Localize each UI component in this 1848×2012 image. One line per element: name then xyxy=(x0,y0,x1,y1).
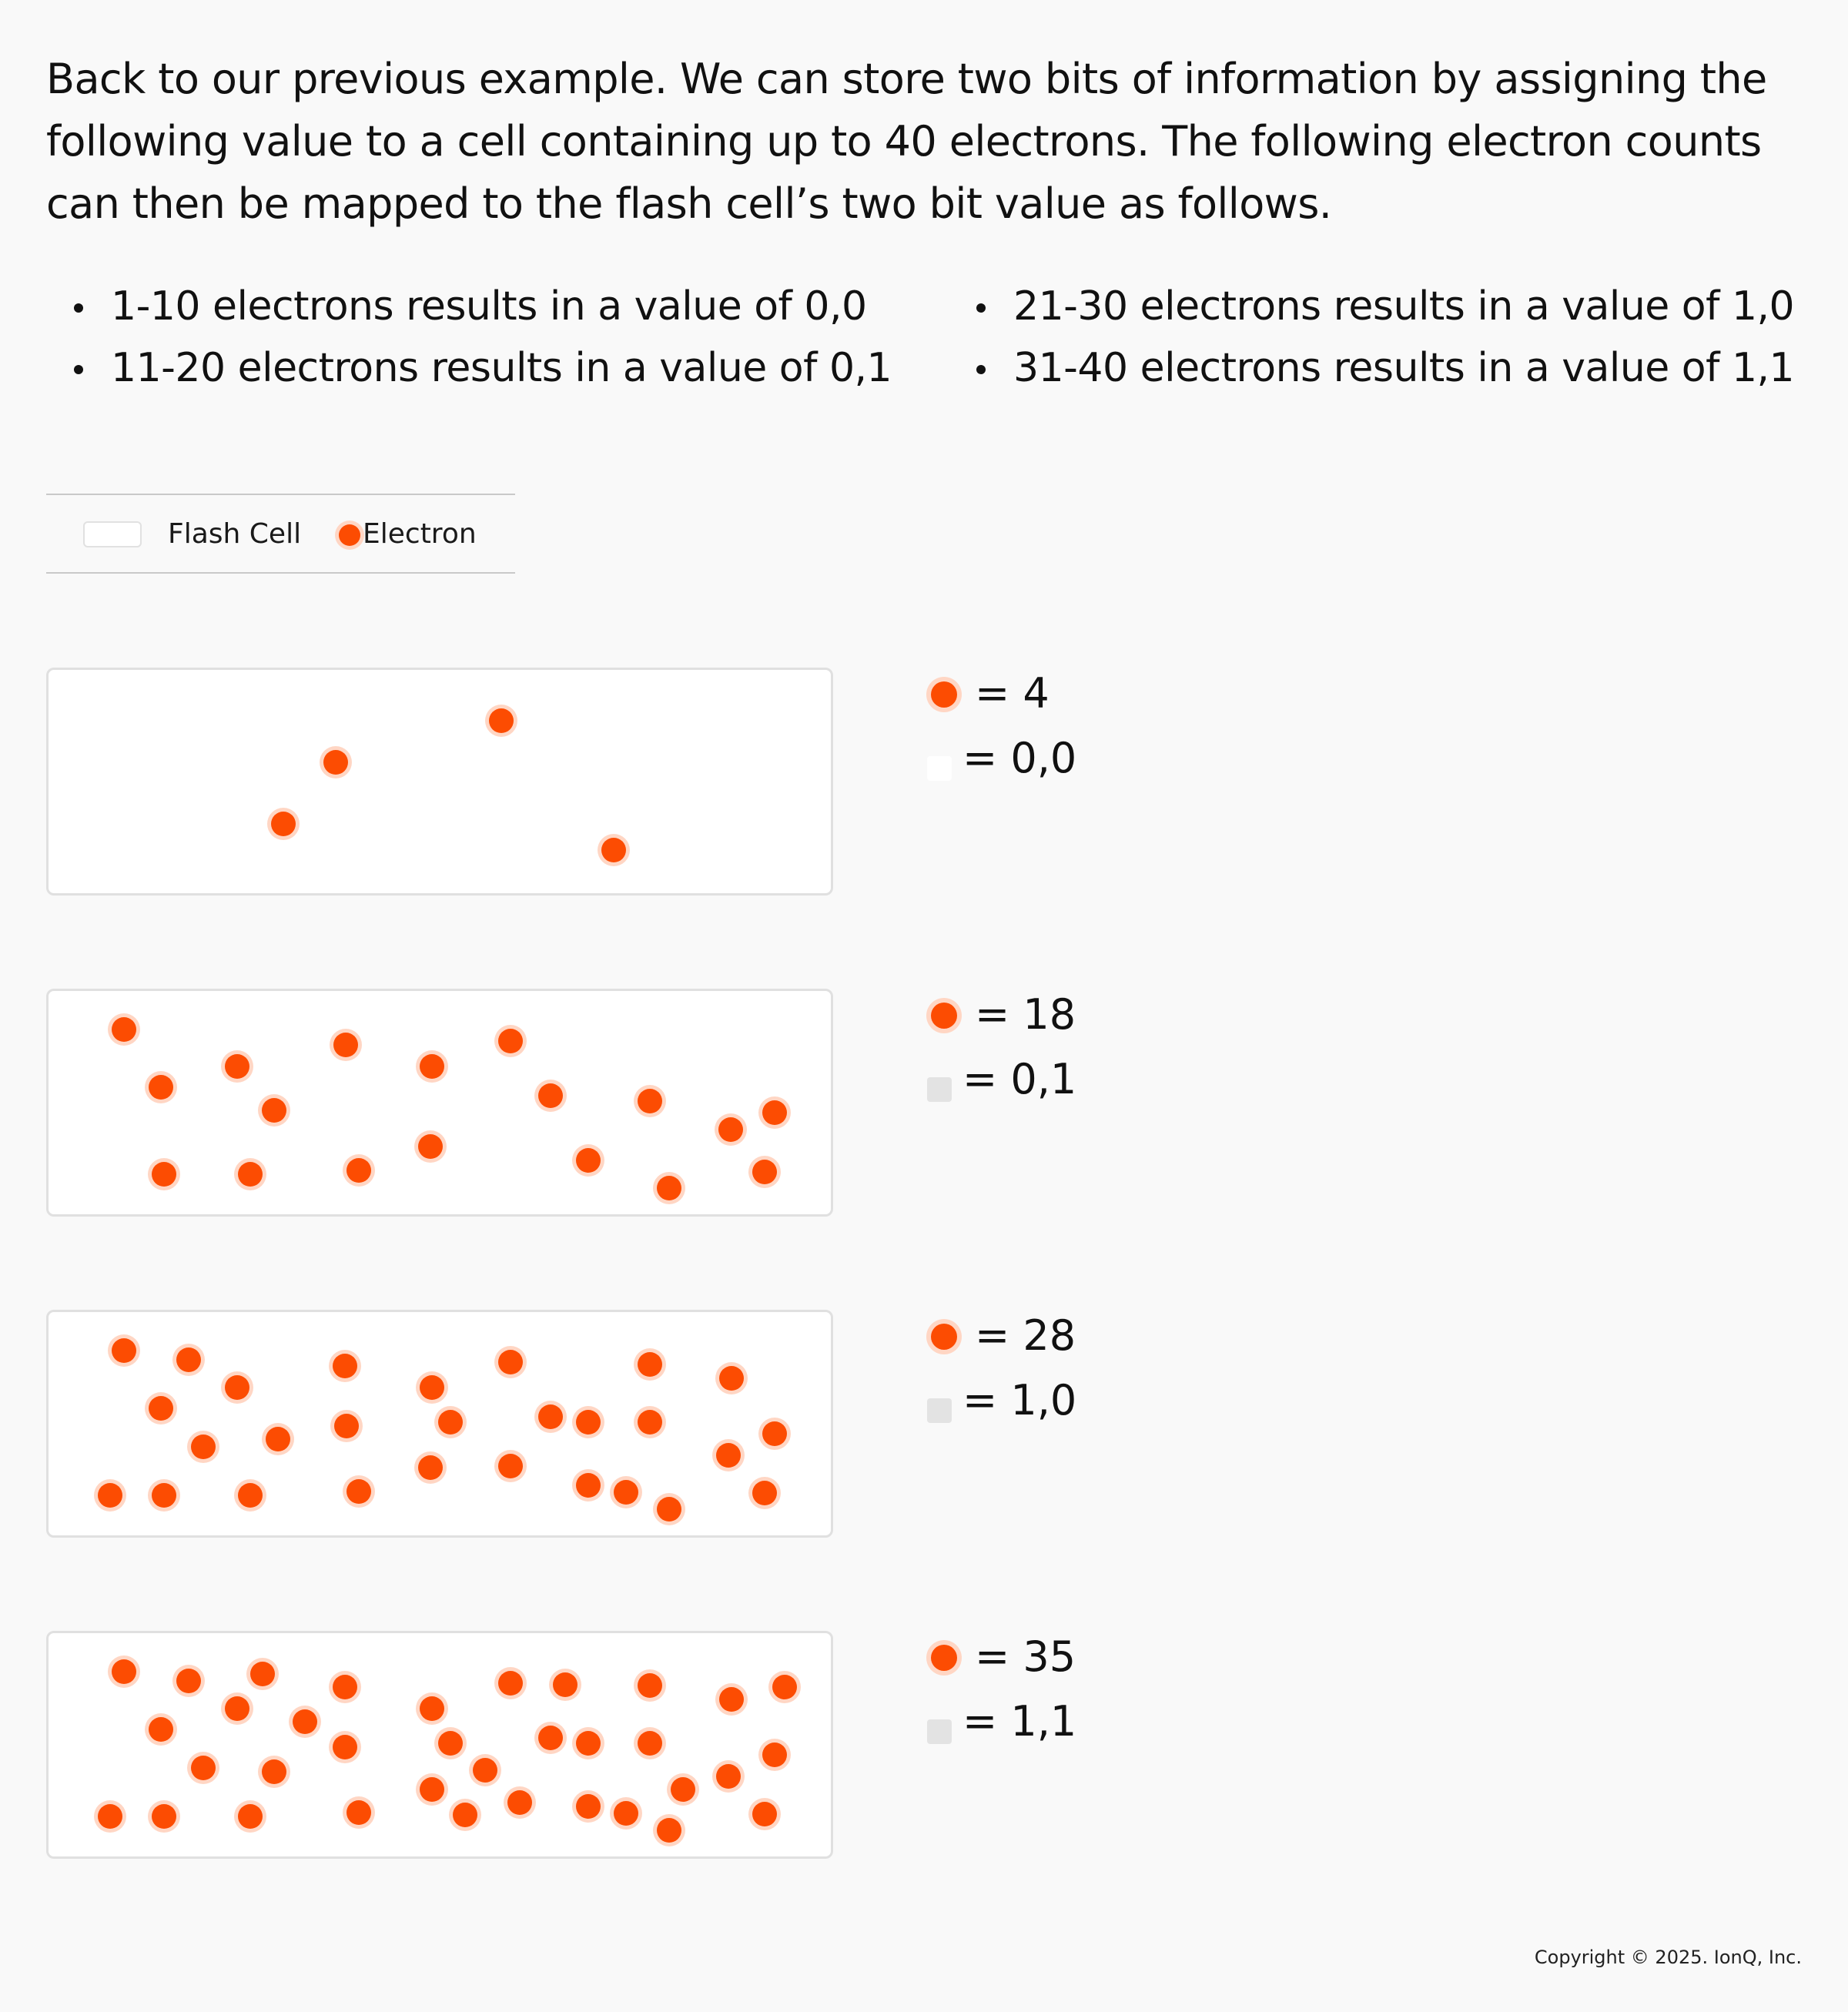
electron xyxy=(414,1130,447,1163)
bit-value: = 0,0 xyxy=(962,734,1077,782)
electron xyxy=(494,1667,527,1699)
electron xyxy=(330,1029,362,1061)
electron xyxy=(416,1371,448,1404)
electron xyxy=(712,1760,745,1793)
electron xyxy=(329,1731,361,1763)
electron-layer xyxy=(49,991,835,1219)
electron xyxy=(187,1752,219,1784)
electron xyxy=(653,1493,685,1525)
electron xyxy=(758,1096,791,1129)
electron xyxy=(572,1727,604,1759)
electron xyxy=(258,1756,290,1788)
electron xyxy=(715,1113,747,1146)
electron xyxy=(610,1476,642,1508)
electron-count-icon xyxy=(926,676,962,713)
electron xyxy=(534,1722,567,1754)
electron xyxy=(416,1692,448,1725)
electron xyxy=(748,1798,781,1830)
electron xyxy=(329,1350,361,1382)
electron xyxy=(148,1158,180,1190)
flash-cell-3 xyxy=(46,1310,833,1538)
electron xyxy=(653,1172,685,1204)
electron xyxy=(758,1739,791,1771)
electron xyxy=(434,1727,467,1759)
electron-count-icon xyxy=(926,997,962,1034)
electron xyxy=(329,1671,361,1703)
electron xyxy=(234,1800,266,1833)
value-swatch xyxy=(927,756,952,781)
bit-value: = 1,1 xyxy=(962,1697,1077,1746)
electron xyxy=(634,1085,666,1117)
electron xyxy=(634,1669,666,1702)
electron xyxy=(572,1790,604,1823)
value-swatch xyxy=(927,1398,952,1423)
electron xyxy=(715,1683,748,1716)
electron xyxy=(343,1796,375,1829)
electron xyxy=(145,1071,177,1103)
electron xyxy=(634,1727,666,1759)
electron xyxy=(715,1362,748,1394)
electron xyxy=(187,1431,219,1463)
electron-legend-icon xyxy=(334,520,365,551)
electron xyxy=(748,1477,781,1509)
electron xyxy=(534,1401,567,1433)
value-swatch xyxy=(927,1719,952,1744)
electron-count: = 18 xyxy=(975,990,1076,1039)
electron xyxy=(572,1469,604,1501)
electron-count-icon xyxy=(926,1318,962,1355)
electron-layer xyxy=(49,1633,835,1861)
electron xyxy=(449,1799,481,1831)
electron xyxy=(572,1144,604,1177)
cell-info-1 xyxy=(924,664,1232,795)
electron xyxy=(221,1371,253,1404)
electron-layer xyxy=(49,1312,835,1540)
flash-cell-1 xyxy=(46,668,833,896)
flash-cell-4 xyxy=(46,1631,833,1859)
legend-electron-label: Electron xyxy=(363,518,477,550)
electron xyxy=(330,1410,363,1442)
cell-info-2 xyxy=(924,985,1232,1116)
bit-value: = 0,1 xyxy=(962,1055,1077,1103)
electron xyxy=(758,1418,791,1450)
electron xyxy=(221,1050,253,1083)
electron xyxy=(667,1773,699,1806)
electron xyxy=(416,1773,448,1806)
electron xyxy=(485,705,517,737)
electron xyxy=(712,1439,745,1471)
electron xyxy=(234,1479,266,1512)
electron xyxy=(504,1786,536,1819)
electron xyxy=(494,1346,527,1378)
bullet-item: 11-20 electrons results in a value of 0,1 xyxy=(68,337,892,399)
electron xyxy=(148,1479,180,1512)
electron xyxy=(343,1154,375,1187)
flash-cell-swatch xyxy=(83,521,142,547)
value-swatch xyxy=(927,1077,952,1102)
electron xyxy=(172,1344,205,1376)
electron xyxy=(148,1800,180,1833)
bullet-list-right xyxy=(970,276,1794,399)
electron xyxy=(494,1025,527,1057)
bullet-list-left xyxy=(68,276,892,399)
electron-count: = 28 xyxy=(975,1311,1076,1360)
electron xyxy=(653,1814,685,1846)
electron-count-icon xyxy=(926,1639,962,1676)
electron xyxy=(634,1406,666,1438)
electron xyxy=(414,1451,447,1484)
electron xyxy=(289,1706,321,1738)
copyright-notice: Copyright © 2025. IonQ, Inc. xyxy=(1534,1947,1802,1968)
electron xyxy=(94,1800,126,1833)
electron xyxy=(768,1671,801,1703)
electron xyxy=(145,1713,177,1746)
cell-info-4 xyxy=(924,1627,1232,1758)
electron xyxy=(469,1754,501,1786)
electron xyxy=(748,1156,781,1188)
electron xyxy=(534,1080,567,1112)
electron xyxy=(108,1334,140,1367)
electron xyxy=(610,1797,642,1830)
electron xyxy=(258,1094,290,1127)
electron xyxy=(634,1348,666,1381)
cell-info-3 xyxy=(924,1306,1232,1437)
electron xyxy=(221,1692,253,1725)
legend-flash-cell-label: Flash Cell xyxy=(168,518,302,550)
electron xyxy=(172,1665,205,1697)
bullet-item: 21-30 electrons results in a value of 1,0 xyxy=(970,276,1794,337)
electron xyxy=(108,1013,140,1046)
bullet-item: 1-10 electrons results in a value of 0,0 xyxy=(68,276,892,337)
electron xyxy=(434,1406,467,1438)
electron xyxy=(246,1658,279,1690)
electron xyxy=(267,808,300,840)
electron-count: = 35 xyxy=(975,1632,1076,1681)
electron xyxy=(145,1392,177,1424)
bit-value: = 1,0 xyxy=(962,1376,1077,1424)
bullet-item: 31-40 electrons results in a value of 1,1 xyxy=(970,337,1794,399)
electron xyxy=(598,834,630,866)
electron xyxy=(494,1450,527,1482)
electron xyxy=(549,1669,581,1701)
flash-cell-2 xyxy=(46,989,833,1217)
electron xyxy=(234,1158,266,1190)
electron xyxy=(94,1479,126,1512)
electron xyxy=(320,746,352,778)
legend xyxy=(46,494,515,574)
electron xyxy=(343,1475,375,1508)
electron-layer xyxy=(49,670,835,898)
electron xyxy=(262,1423,294,1455)
intro-paragraph: Back to our previous example. We can store two bits of information by assigning the following value to a cell containing up to 40 electrons. The following electron counts can then be mapped to the flash cell’s two bit value as follows. xyxy=(46,55,1767,228)
electron xyxy=(108,1655,140,1688)
electron xyxy=(416,1050,448,1083)
electron-count: = 4 xyxy=(975,669,1050,718)
electron xyxy=(572,1406,604,1438)
